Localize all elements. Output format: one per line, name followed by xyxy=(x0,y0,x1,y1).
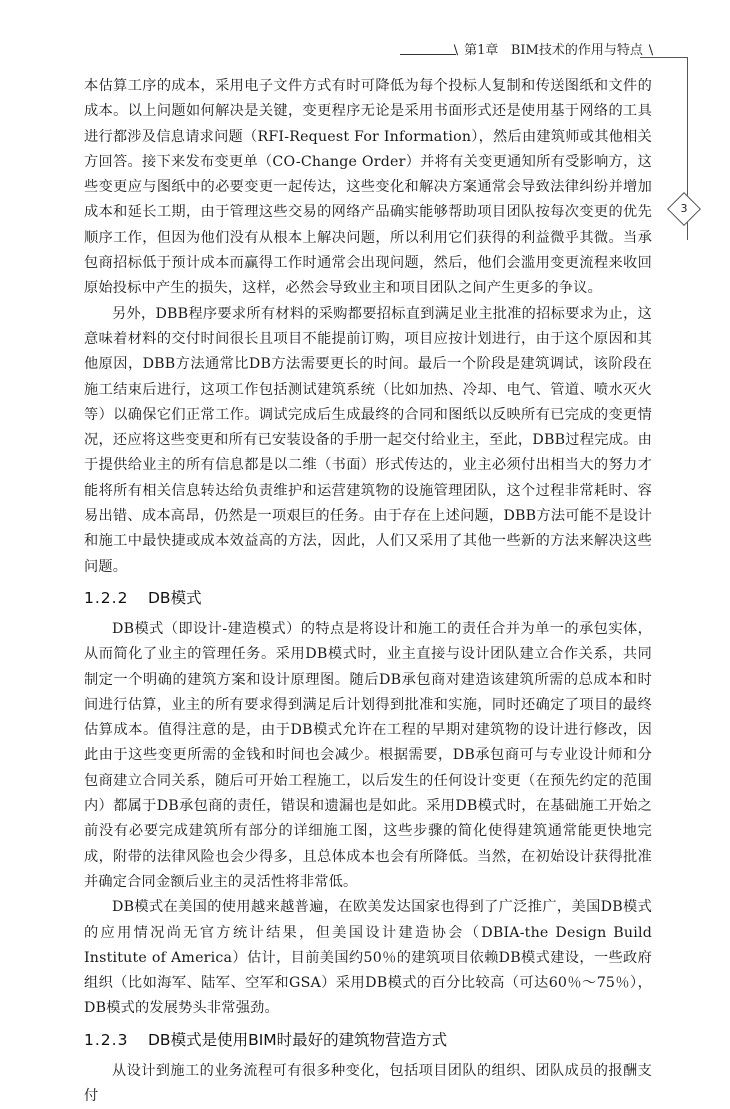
paragraph: DB模式在美国的使用越来越普遍，在欧美发达国家也得到了广泛推广，美国DB模式的应用情况尚无官方统计结果，但美国设计建造协会（DBIA-the Design Build Institute of America）估计，目前美国约50％的建筑项目依赖DB模式建设，一些政府组织（比如海军、陆军、空军和GSA）采用DB模式的百分比较高（可达60％～75％），DB模式的发展势头非常强劲。 xyxy=(84,899,652,1017)
section-heading xyxy=(84,587,652,610)
margin-rule-top xyxy=(640,57,688,58)
header-chapter: 第1章 xyxy=(464,43,499,58)
paragraph: 从设计到施工的业务流程可有很多种变化，包括项目团队的组织、团队成员的报酬支付 xyxy=(84,1062,652,1104)
header-separator: \ xyxy=(453,43,459,58)
page-content xyxy=(84,74,652,1109)
section-title: DB模式是使用BIM时最好的建筑物营造方式 xyxy=(148,1030,448,1049)
section-number: 1.2.2 xyxy=(84,588,129,607)
running-header xyxy=(452,43,654,58)
header-title: BIM技术的作用与特点 xyxy=(510,43,643,58)
header-rule xyxy=(400,54,456,55)
header-separator: \ xyxy=(648,43,654,58)
page-number: 3 xyxy=(680,202,688,215)
paragraph: DB模式（即设计-建造模式）的特点是将设计和施工的责任合并为单一的承包实体，从而简化了业主的管理任务。采用DB模式时，业主直接与设计团队建立合作关系，共同制定一个明确的建筑方案和设计原理图。随后DB承包商对建造该建筑所需的总成本和时间进行估算，业主的所有要求得到满足后计划得到批准和实施，同时还确定了项目的最终估算成本。值得注意的是，由于DB模式允许在工程的早期对建筑物的设计进行修改，因此由于这些变更所需的金钱和时间也会减少。根据需要，DB承包商可与专业设计师和分包商建立合同关系，随后可开始工程施工，以后发生的任何设计变更（在预先约定的范围内）都属于DB承包商的责任，错误和遗漏也是如此。采用DB模式时，在基础施工开始之前没有必要完成建筑所有部分的详细施工图，这些步骤的简化使得建筑通常能更快地完成，附带的法律风险也会少得多，且总体成本也会有所降低。当然，在初始设计获得批准并确定合同金额后业主的灵活性将非常低。 xyxy=(84,620,652,890)
paragraph: 本估算工序的成本，采用电子文件方式有时可降低为每个投标人复制和传送图纸和文件的成本。以上问题如何解决是关键，变更程序无论是采用书面形式还是使用基于网络的工具进行都涉及信息请求问题（RFI-Request For Information），然后由建筑师或其他相关方回答。接下来发布变更单（CO-Change Order）并将有关变更通知所有受影响方，这些变更应与图纸中的必要变更一起传达，这些变化和解决方案通常会导致法律纠纷并增加成本和延长工期，由于管理这些交易的网络产品确实能够帮助项目团队按每次变更的优先顺序工作，但因为他们没有从根本上解决问题，所以利用它们获得的利益微乎其微。当承包商招标低于预计成本而赢得工作时通常会出现问题，然后，他们会滥用变更流程来收回原始投标中产生的损失，这样，必然会导致业主和项目团队之间产生更多的争议。 xyxy=(84,78,652,297)
paragraph: 另外，DBB程序要求所有材料的采购都要招标直到满足业主批准的招标要求为止，这意味着材料的交付时间很长且项目不能提前订购，项目应按计划进行，由于这个原因和其他原因，DBB方法通常比DB方法需要更长的时间。最后一个阶段是建筑调试，该阶段在施工结束后进行，这项工作包括测试建筑系统（比如加热、冷却、电气、管道、喷水灭火等）以确保它们正常工作。调试完成后生成最终的合同和图纸以反映所有已完成的变更情况，还应将这些变更和所有已安装设备的手册一起交付给业主，至此，DBB过程完成。由于提供给业主的所有信息都是以二维（书面）形式传达的，业主必须付出相当大的努力才能将所有相关信息转达给负责维护和运营建筑物的设施管理团队，这个过程非常耗时、容易出错、成本高昂，仍然是一项艰巨的任务。由于存在上述问题，DBB方法可能不是设计和施工中最快捷或成本效益高的方法，因此，人们又采用了其他一些新的方法来解决这些问题。 xyxy=(84,305,652,575)
section-title: DB模式 xyxy=(148,588,202,607)
section-number: 1.2.3 xyxy=(84,1030,129,1049)
section-heading xyxy=(84,1029,652,1052)
